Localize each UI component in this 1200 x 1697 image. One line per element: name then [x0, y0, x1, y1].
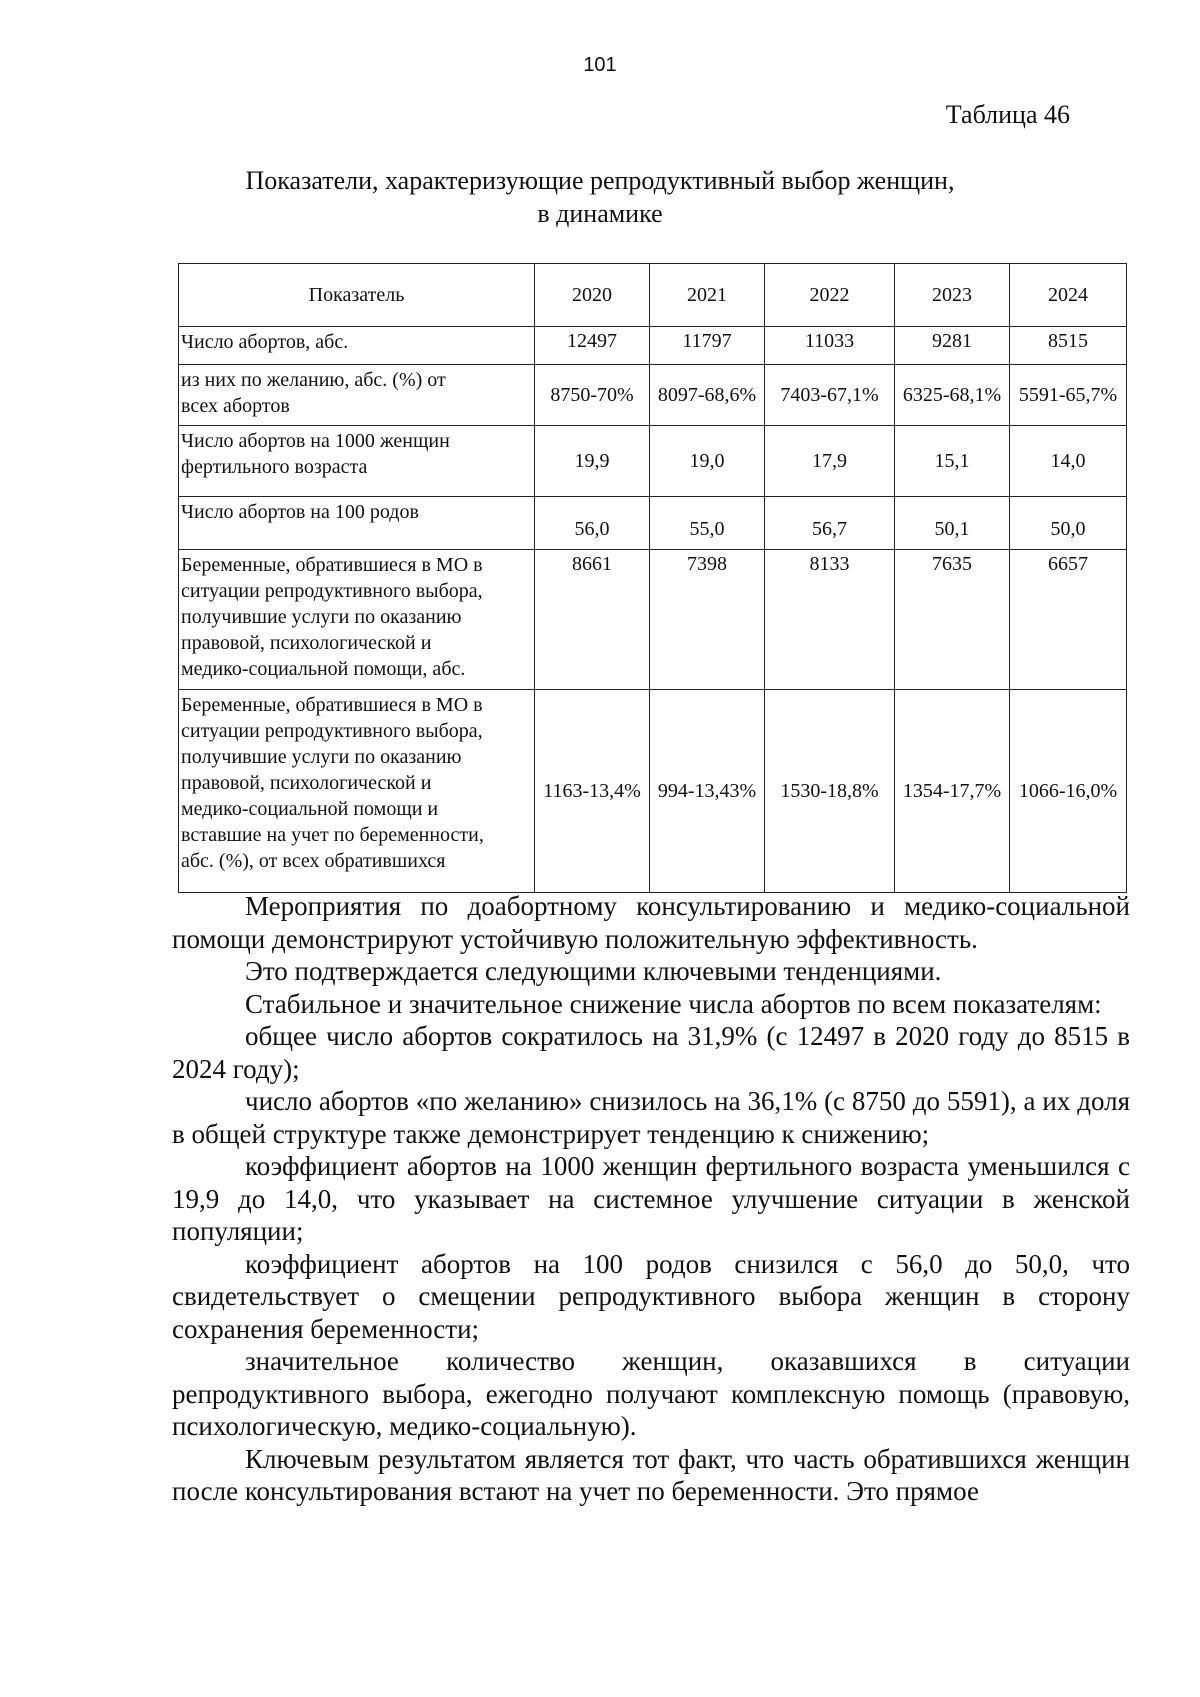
table-row — [179, 365, 1127, 426]
header-2023: 2023 — [895, 264, 1010, 327]
indicators-table — [178, 263, 1127, 893]
row-label-line: Беременные, обратившиеся в МО в — [181, 554, 483, 576]
value-cell-2023: 50,1 — [895, 497, 1010, 550]
paragraph: Мероприятия по доабортному консультированию и медико-социальной помощи демонстрируют устойчивую положительную эффективность. — [172, 891, 1130, 954]
row-label-line: вставшие на учет по беременности, — [181, 824, 484, 846]
value-cell-2024: 1066-16,0% — [1010, 690, 1127, 893]
row-label — [179, 690, 535, 893]
value-cell-2021: 55,0 — [650, 497, 765, 550]
row-label-line: ситуации репродуктивного выбора, — [181, 720, 483, 742]
value-cell-2024: 8515 — [1010, 327, 1127, 365]
header-2020: 2020 — [535, 264, 650, 327]
value-cell-2023: 15,1 — [895, 426, 1010, 497]
row-label-line: ситуации репродуктивного выбора, — [181, 580, 483, 602]
header-2022: 2022 — [765, 264, 895, 327]
table-row — [179, 690, 1127, 893]
value-cell-2022: 1530-18,8% — [765, 690, 895, 893]
value-cell-2021: 11797 — [650, 327, 765, 365]
value-cell-2020: 1163-13,4% — [535, 690, 650, 893]
paragraph: коэффициент абортов на 1000 женщин фертильного возраста уменьшился с 19,9 до 14,0, что указывает на системное улучшение ситуации в женской популяции; — [172, 1151, 1130, 1246]
value-cell-2024: 6657 — [1010, 550, 1127, 690]
table-title-line-1: Показатели, характеризующие репродуктивный выбор женщин, — [245, 166, 955, 195]
header-indicator: Показатель — [179, 264, 535, 327]
value-cell-2022: 11033 — [765, 327, 895, 365]
paragraph: Стабильное и значительное снижение числа абортов по всем показателям: — [245, 988, 1102, 1019]
row-label-line: из них по желанию, абс. (%) от — [181, 369, 446, 391]
row-label — [179, 550, 535, 690]
table-row — [179, 550, 1127, 690]
value-cell-2022: 17,9 — [765, 426, 895, 497]
row-label-line: Число абортов на 100 родов — [181, 501, 419, 523]
value-cell-2021: 7398 — [650, 550, 765, 690]
value-cell-2024: 50,0 — [1010, 497, 1127, 550]
value-cell-2023: 1354-17,7% — [895, 690, 1010, 893]
row-label-line: Число абортов на 1000 женщин — [181, 430, 450, 452]
table-row — [179, 327, 1127, 365]
row-label-line: всех абортов — [181, 395, 290, 417]
value-cell-2023: 9281 — [895, 327, 1010, 365]
value-cell-2020: 8750-70% — [535, 365, 650, 426]
table-header-row — [179, 264, 1127, 327]
value-cell-2024: 14,0 — [1010, 426, 1127, 497]
value-cell-2022: 56,7 — [765, 497, 895, 550]
value-cell-2020: 19,9 — [535, 426, 650, 497]
table-row — [179, 426, 1127, 497]
table-row — [179, 497, 1127, 550]
value-cell-2020: 8661 — [535, 550, 650, 690]
row-label-line: фертильного возраста — [181, 456, 368, 478]
header-2021: 2021 — [650, 264, 765, 327]
row-label — [179, 426, 535, 497]
value-cell-2022: 8133 — [765, 550, 895, 690]
row-label — [179, 497, 535, 550]
paragraph: общее число абортов сократилось на 31,9% (с 12497 в 2020 году до 8515 в 2024 году); — [172, 1021, 1130, 1084]
value-cell-2020: 56,0 — [535, 497, 650, 550]
paragraph: коэффициент абортов на 100 родов снизился с 56,0 до 50,0, что свидетельствует о смещении репродуктивного выбора женщин в сторону сохранения беременности; — [172, 1248, 1130, 1344]
row-label-line: Беременные, обратившиеся в МО в — [181, 694, 483, 716]
row-label-line: абс. (%), от всех обратившихся — [181, 850, 446, 872]
value-cell-2022: 7403-67,1% — [765, 365, 895, 426]
row-label — [179, 327, 535, 365]
row-label-line: Число абортов, абс. — [181, 331, 349, 353]
body-text — [172, 890, 1130, 1508]
header-2024: 2024 — [1010, 264, 1127, 327]
row-label-line: получившие услуги по оказанию — [181, 606, 462, 628]
paragraph: Ключевым результатом является тот факт, что часть обратившихся женщин после консультирования встают на учет по беременности. Это прямое — [172, 1443, 1130, 1506]
paragraph: Это подтверждается следующими ключевыми тенденциями. — [245, 956, 942, 986]
value-cell-2021: 8097-68,6% — [650, 365, 765, 426]
value-cell-2021: 19,0 — [650, 426, 765, 497]
page-number: 101 — [583, 54, 617, 76]
paragraph: число абортов «по желанию» снизилось на 36,1% (с 8750 до 5591), а их доля в общей структуре также демонстрирует тенденцию к снижению; — [172, 1086, 1130, 1149]
row-label-line: правовой, психологической и — [181, 772, 432, 794]
table-title-line-2: в динамике — [537, 199, 663, 228]
row-label-line: получившие услуги по оказанию — [181, 746, 462, 768]
value-cell-2023: 6325-68,1% — [895, 365, 1010, 426]
value-cell-2024: 5591-65,7% — [1010, 365, 1127, 426]
value-cell-2023: 7635 — [895, 550, 1010, 690]
value-cell-2021: 994-13,43% — [650, 690, 765, 893]
table-title — [180, 164, 1020, 230]
row-label-line: медико-социальной помощи, абс. — [181, 658, 466, 680]
row-label-line: медико-социальной помощи и — [181, 798, 439, 820]
row-label — [179, 365, 535, 426]
row-label-line: правовой, психологической и — [181, 632, 432, 654]
value-cell-2020: 12497 — [535, 327, 650, 365]
table-label: Таблица 46 — [945, 100, 1070, 129]
paragraph: значительное количество женщин, оказавшихся в ситуации репродуктивного выбора, ежегодно получают комплексную помощь (правовую, психологическую, медико-социальную). — [172, 1346, 1130, 1441]
